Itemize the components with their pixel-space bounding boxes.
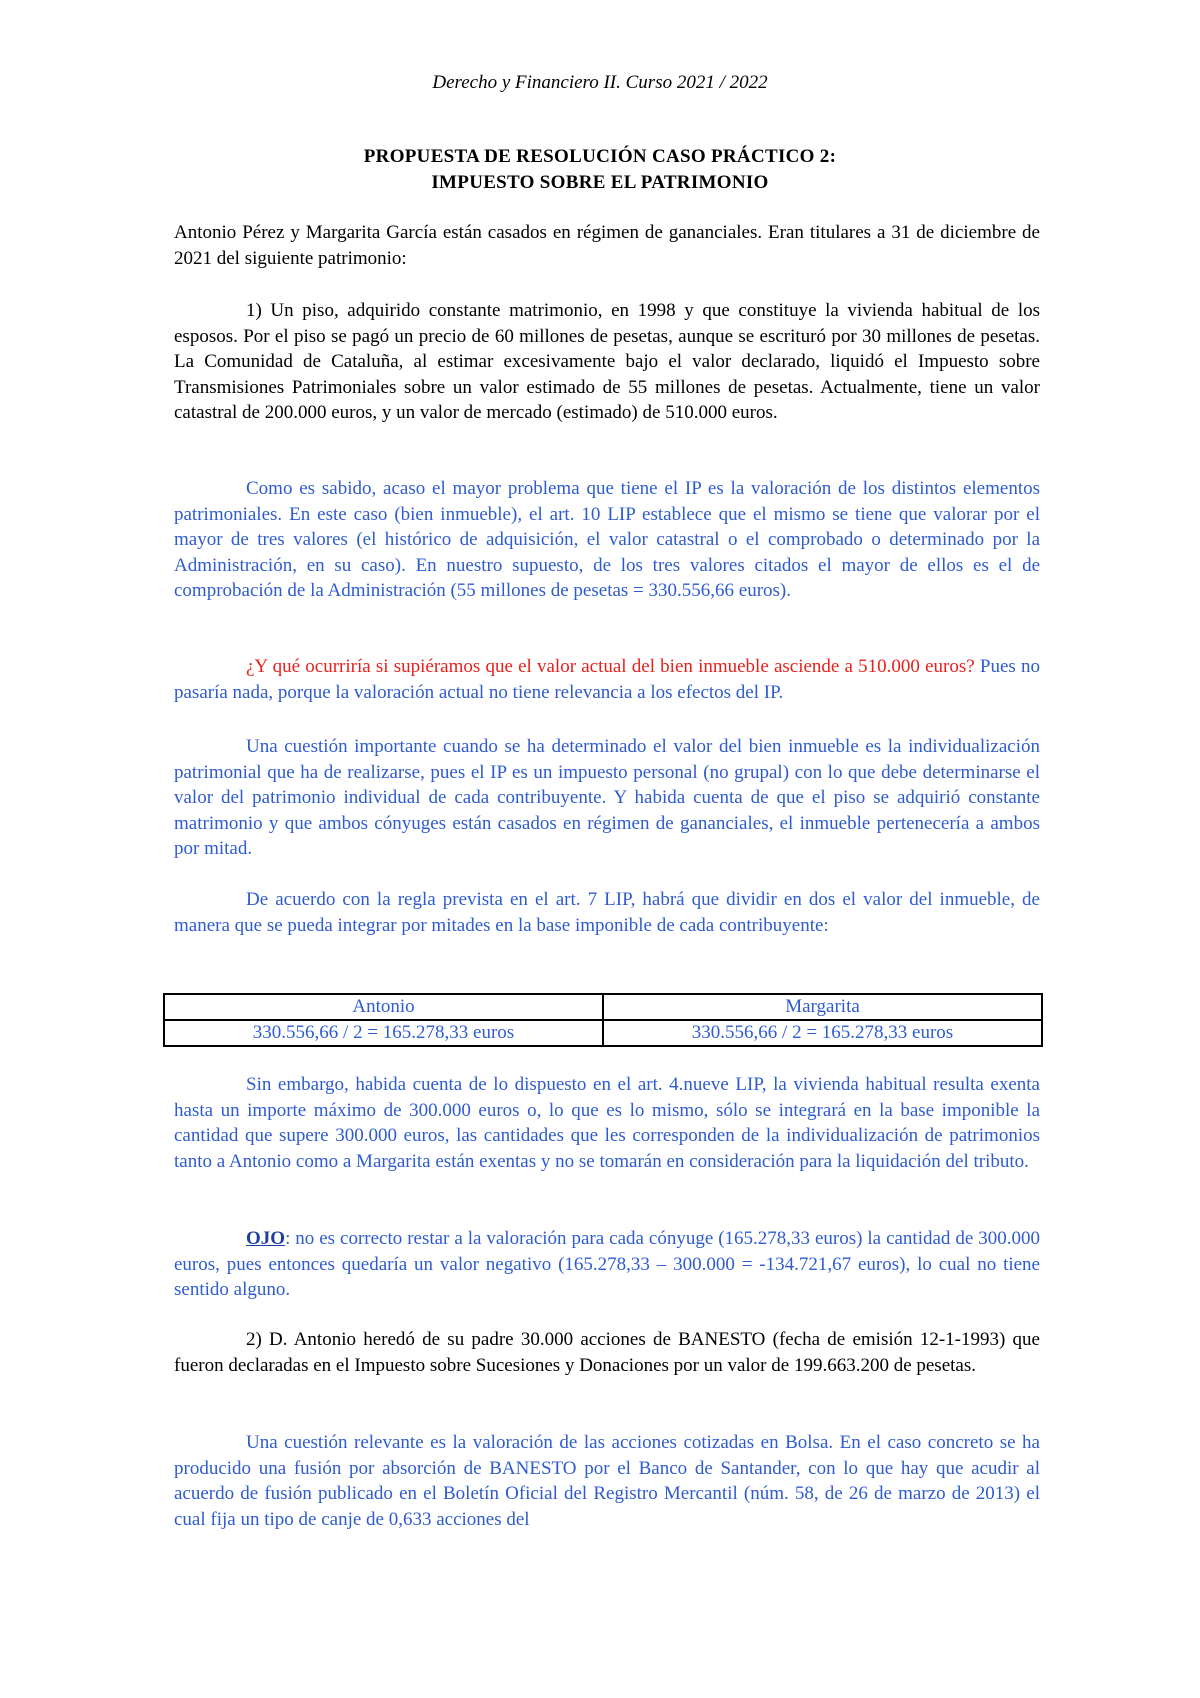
ojo-paragraph [174,1226,1040,1303]
ojo-body: : no es correcto restar a la valoración para cada cónyuge (165.278,33 euros) la cantidad de 300.000 euros, pues entonces quedaría un valor negativo (165.278,33 – 300.000 = -134.721,67 euros), lo cual no tiene sentido alguno. [174,1228,1040,1301]
table-cell: 330.556,66 / 2 = 165.278,33 euros [164,1020,603,1046]
table-header-cell: Antonio [164,994,603,1020]
item-1-paragraph [174,298,1040,426]
answer-1-text: Como es sabido, acaso el mayor problema que tiene el IP es la valoración de los distintos elementos patrimoniales. En este caso (bien inmueble), el art. 10 LIP establece que el mismo se tiene que valorar por el mayor de tres valores (el histórico de adquisición, el valor catastral o el comprobado o determinado por la Administración, en su caso). En nuestro supuesto, de los tres valores citados el mayor de ellos es el de comprobación de la Administración (55 millones de pesetas = 330.556,66 euros). [174,478,1040,602]
answer-4-text: Sin embargo, habida cuenta de lo dispuesto en el art. 4.nueve LIP, la vivienda habitual resulta exenta hasta un importe máximo de 300.000 euros o, lo que es lo mismo, sólo se integrará en la base imponible la cantidad que supere 300.000 euros, las cantidades que les corresponden de la individualización de patrimonios tanto a Antonio como a Margarita están exentas y no se tomarán en consideración para la liquidación del tributo. [174,1074,1040,1172]
intro-text: Antonio Pérez y Margarita García están casados en régimen de gananciales. Eran titulares a 31 de diciembre de 2021 del siguiente patrimonio: [174,222,1040,269]
intro-paragraph [174,220,1040,271]
item-1-text: 1) Un piso, adquirido constante matrimonio, en 1998 y que constituye la vivienda habitual de los esposos. Por el piso se pagó un precio de 60 millones de pesetas, aunque se escrituró por 30 millones de pesetas. La Comunidad de Cataluña, al estimar excesivamente bajo el valor declarado, liquidó el Impuesto sobre Transmisiones Patrimoniales sobre un valor estimado de 55 millones de pesetas. Actualmente, tiene un valor catastral de 200.000 euros, y un valor de mercado (estimado) de 510.000 euros. [174,300,1040,424]
ojo-text [174,1226,1040,1303]
answer-2-paragraph [174,734,1040,862]
answer-5-paragraph [174,1430,1040,1532]
question-red-text: ¿Y qué ocurriría si supiéramos que el valor actual del bien inmueble asciende a 510.000 euros? [246,656,975,677]
question-answer-text: Pues no pasaría nada, porque la valoración actual no tiene relevancia a los efectos del IP. [174,656,1040,703]
individualization-table [163,993,1043,1047]
answer-3-paragraph [174,887,1040,938]
answer-4-paragraph [174,1072,1040,1174]
question-text [174,654,1040,705]
item-2-text: 2) D. Antonio heredó de su padre 30.000 acciones de BANESTO (fecha de emisión 12-1-1993) que fueron declaradas en el Impuesto sobre Sucesiones y Donaciones por un valor de 199.663.200 de pesetas. [174,1329,1040,1376]
question-paragraph [174,654,1040,705]
ojo-label: OJO [246,1228,286,1249]
page-header: Derecho y Financiero II. Curso 2021 / 2022 [432,72,768,93]
answer-1-paragraph [174,476,1040,604]
title-line-2: IMPUESTO SOBRE EL PATRIMONIO [431,172,769,193]
table-header-row [164,994,1042,1020]
item-2-paragraph [174,1327,1040,1378]
answer-3-text: De acuerdo con la regla prevista en el art. 7 LIP, habrá que dividir en dos el valor del inmueble, de manera que se pueda integrar por mitades en la base imponible de cada contribuyente: [174,889,1040,936]
answer-5-text: Una cuestión relevante es la valoración de las acciones cotizadas en Bolsa. En el caso concreto se ha producido una fusión por absorción de BANESTO por el Banco de Santander, con lo que hay que acudir al acuerdo de fusión publicado en el Boletín Oficial del Registro Mercantil (núm. 58, de 26 de marzo de 2013) el cual fija un tipo de canje de 0,633 acciones del [174,1432,1040,1530]
answer-2-text: Una cuestión importante cuando se ha determinado el valor del bien inmueble es la individualización patrimonial que ha de realizarse, pues el IP es un impuesto personal (no grupal) con lo que debe determinarse el valor del patrimonio individual de cada contribuyente. Y habida cuenta de que el piso se adquirió constante matrimonio y que ambos cónyuges están casados en régimen de gananciales, el inmueble pertenecería a ambos por mitad. [174,736,1040,860]
title-line-1: PROPUESTA DE RESOLUCIÓN CASO PRÁCTICO 2: [363,146,837,167]
table-header-cell: Margarita [603,994,1042,1020]
table-row [164,1020,1042,1046]
table-cell: 330.556,66 / 2 = 165.278,33 euros [603,1020,1042,1046]
document-title [0,144,1200,196]
